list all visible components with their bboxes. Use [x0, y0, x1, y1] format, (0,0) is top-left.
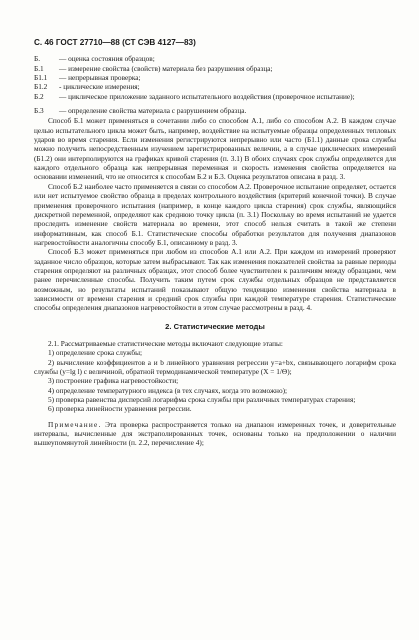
definition-item: [34, 64, 396, 73]
note-paragraph: [34, 420, 396, 448]
note-label: Примечание.: [48, 419, 102, 429]
paragraph-method-b3: Способ Б.3 может применяться при любом из способов А.1 или А.2. При каждом из измерений проверяют заданное число образцов, которые затем выбрасывают. Так как изменения показателей свойства за равные периоды старения определяют на различных образцах, этот способ более чувствителен к различиям между образцами, чем ранее перечисленные способы. Получить таким путем срок службы отдельных образцов не представляется возможным, но результаты испытаний показывают общую тенденцию изменения свойства материала в зависимости от времени старения и средний срок службы при каждой температуре старения. Статистические способы определения диапазонов нагревостойкости в этом случае рассмотрены в разд. 4.: [34, 247, 396, 313]
definitions-list: [34, 54, 396, 115]
definition-code: Б.: [34, 54, 41, 64]
definition-item: [34, 92, 396, 101]
statistics-step: 2) вычисление коэффициентов a и b линейного уравнения регрессии y=a+bx, связывающего логарифм срока службы (y=lg l) с величиной, обратной термодинамической температуре (X = 1/Θ);: [34, 357, 396, 376]
paragraph-method-b2: Способ Б.2 наиболее часто применяется в связи со способом А.2. Проверочное испытание определяет, остается или нет испытуемое свойство образца в пределах контрольного воздействия (критерий конечной точки). В случае применения проверочного испытания (например, в конце каждого цикла старения) срок службы, являющийся дискретной переменной, определяют как среднюю точку цикла (п. 3.1) Поскольку во время испытаний не удается проследить изменение свойств материала во времени, этот способ нельзя считать в такой же степени информативным, как способ Б.1. Статистические способы обработки результатов для получения диапазонов нагревостойкости аналогичны способу Б.1, описанному в разд. 3.: [34, 181, 396, 247]
definition-code: Б.1: [34, 63, 44, 73]
note-text: Эта проверка распространяется только на диапазон измеренных точек, и доверительные интервалы, вычисленные для экстраполированных точек, основаны только на предположении о наличии вышеупомянутой линейности (п. 2.2, перечисление 4);: [34, 419, 396, 448]
definition-text: — измерение свойства (свойств) материала без разрушения образца;: [59, 63, 273, 73]
statistics-step: 1) определение срока службы;: [48, 348, 143, 358]
statistics-step: 3) построение графика нагревостойкости;: [48, 376, 179, 386]
definition-text: - циклические измерения;: [59, 82, 140, 92]
paragraph-method-b1: Способ Б.1 может применяться в сочетании либо со способом А.1, либо со способом А.2. В каждом случае целью испытательного цикла может быть, например, воздействие на испытуемые образцы определенных тепловых ударов во время старения. Если изменения регистрируются непрерывно или часто (Б1.1) данные срока службы можно получить непосредственным изучением зарегистрированных величин, а в случае циклических измерений (Б1.2) они интерполируются на графиках кривой старения (п. 3.1) В обоих случаях срок службы определяется для каждого отдельного образца как непрерывная переменная и скорость изменения свойства определяется на основании изменений, что не относится к способам Б.2 и Б.3. Оценка результатов описана в разд. 3.: [34, 116, 396, 182]
definition-item: [34, 54, 396, 63]
definition-item: [34, 106, 396, 115]
definition-text: — непрерывная проверка;: [59, 73, 141, 83]
definition-code: Б.3: [34, 106, 44, 116]
statistics-step: 6) проверка линейности уравнения регрессии.: [48, 404, 192, 414]
definition-item: [34, 73, 396, 82]
definition-code: Б.2: [34, 91, 44, 101]
definition-text: — циклическое приложение заданного испытательного воздействия (проверочное испытание);: [59, 91, 355, 101]
definition-code: Б1.2: [34, 82, 48, 92]
statistics-step: 4) определение температурного индекса (в тех случаях, когда это возможно);: [48, 385, 288, 395]
statistics-step: 5) проверка равенства дисперсий логарифма срока службы при различных температурах старения;: [48, 395, 356, 405]
definition-text: — оценка состояния образцов;: [59, 54, 155, 64]
definition-text: — определение свойства материала с разрушением образца.: [59, 106, 247, 116]
definition-item: [34, 82, 396, 91]
document-page: [34, 38, 396, 448]
page-header: С. 46 ГОСТ 27710—88 (СТ СЭВ 4127—83): [34, 38, 196, 47]
statistics-intro: 2.1. Рассматриваемые статистические методы включают следующие этапы:: [48, 338, 283, 348]
definition-code: Б1.1: [34, 73, 48, 83]
section-title: 2. Статистические методы: [165, 321, 265, 331]
